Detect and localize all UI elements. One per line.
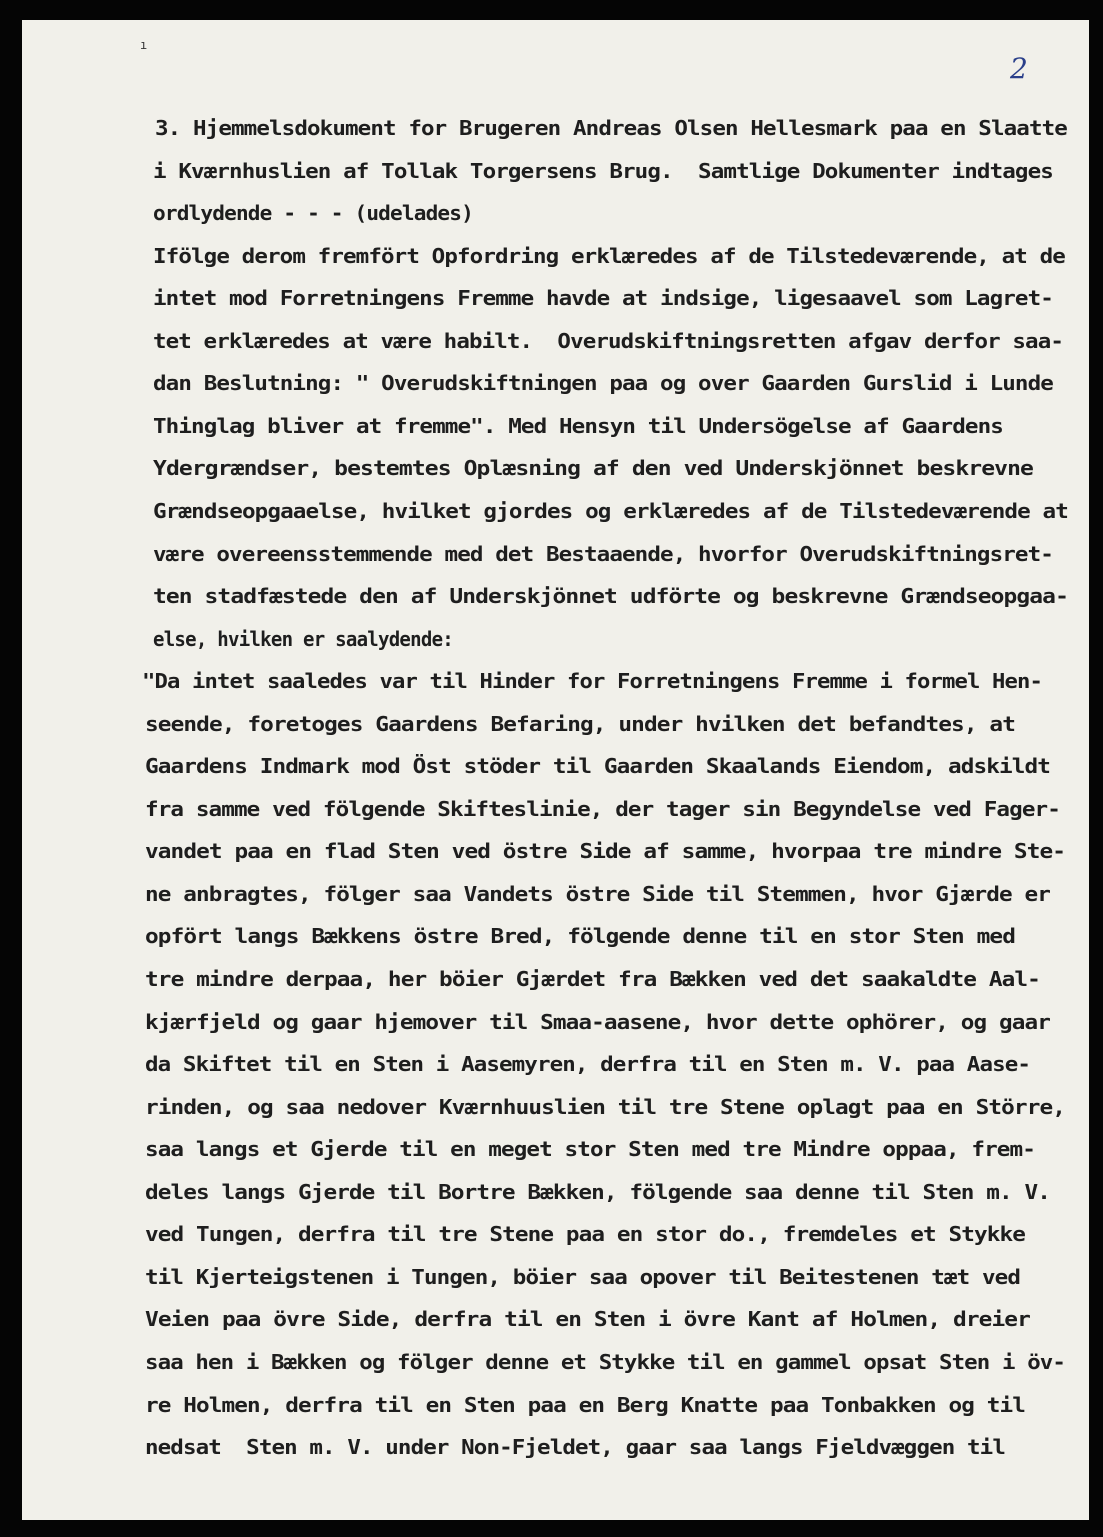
text-line: Ifölge derom fremfört Opfordring erklæredes af de Tilstedeværende, at de [153, 244, 1065, 268]
text-line: kjærfjeld og gaar hjemover til Smaa-aasene, hvor dette ophörer, og gaar [145, 1010, 1050, 1034]
text-line: saa hen i Bækken og fölger denne et Stykke til en gammel opsat Sten i öv- [145, 1350, 1066, 1374]
text-line: ne anbragtes, fölger saa Vandets östre Side til Stemmen, hvor Gjærde er [145, 882, 1050, 906]
text-line: rinden, og saa nedover Kværnhuuslien til tre Stene oplagt paa en Större, [145, 1095, 1066, 1119]
text-line: Grændseopgaaelse, hvilket gjordes og erklæredes af de Tilstedeværende at [153, 499, 1068, 523]
text-line: ved Tungen, derfra til tre Stene paa en stor do., fremdeles et Stykke [145, 1222, 1026, 1246]
text-line: Gaardens Indmark mod Öst stöder til Gaarden Skaalands Eiendom, adskildt [145, 754, 1050, 778]
text-line: Veien paa övre Side, derfra til en Sten i övre Kant af Holmen, dreier [145, 1307, 1030, 1331]
text-line: vandet paa en flad Sten ved östre Side af samme, hvorpaa tre mindre Ste- [145, 839, 1066, 863]
text-line: "Da intet saaledes var til Hinder for Forretningens Fremme i formel Hen- [142, 669, 1043, 693]
text-line: saa langs et Gjerde til en meget stor Sten med tre Mindre oppaa, frem- [145, 1137, 1035, 1161]
text-line: Ydergrændser, bestemtes Oplæsning af den ved Underskjönnet beskrevne [153, 456, 1034, 480]
text-line: i Kværnhuslien af Tollak Torgersens Brug. Samtlige Dokumenter indtages [153, 159, 1053, 183]
text-line: 3. Hjemmelsdokument for Brugeren Andreas Olsen Hellesmark paa en Slaatte [155, 116, 1067, 140]
text-line: ten stadfæstede den af Underskjönnet udförte og beskrevne Grændseopgaa- [153, 584, 1068, 608]
text-line: dan Beslutning: " Overudskiftningen paa og over Gaarden Gurslid i Lunde [153, 371, 1053, 395]
text-line: deles langs Gjerde til Bortre Bækken, fölgende saa denne til Sten m. V. [145, 1180, 1050, 1204]
text-line: intet mod Forretningens Fremme havde at indsige, ligesaavel som Lagret- [153, 286, 1053, 310]
text-line: nedsat Sten m. V. under Non-Fjeldet, gaar saa langs Fjeldvæggen til [145, 1435, 1005, 1459]
text-line: Thinglag bliver at fremme". Med Hensyn til Undersögelse af Gaardens [153, 414, 1003, 438]
text-line: re Holmen, derfra til en Sten paa en Berg Knatte paa Tonbakken og til [145, 1393, 1026, 1417]
page-number: 2 [1010, 52, 1028, 85]
text-line: fra samme ved fölgende Skifteslinie, der tager sin Begyndelse ved Fager- [145, 797, 1060, 821]
margin-mark: ı [140, 38, 148, 52]
text-line: else, hvilken er saalydende: [153, 627, 454, 651]
text-line: opfört langs Bækkens östre Bred, fölgende denne til en stor Sten med [145, 924, 1016, 948]
text-line: være overeensstemmende med det Bestaaende, hvorfor Overudskiftningsret- [153, 542, 1053, 566]
text-line: tre mindre derpaa, her böier Gjærdet fra Bækken ved det saakaldte Aal- [145, 967, 1040, 991]
text-line: tet erklæredes at være habilt. Overudskiftningsretten afgav derfor saa- [153, 329, 1063, 353]
text-line: ordlydende - - - (udelades) [153, 201, 473, 225]
text-line: seende, foretoges Gaardens Befaring, under hvilken det befandtes, at [145, 712, 1016, 736]
text-line: da Skiftet til en Sten i Aasemyren, derfra til en Sten m. V. paa Aase- [145, 1052, 1031, 1076]
text-line: til Kjerteigstenen i Tungen, böier saa opover til Beitestenen tæt ved [145, 1265, 1021, 1289]
